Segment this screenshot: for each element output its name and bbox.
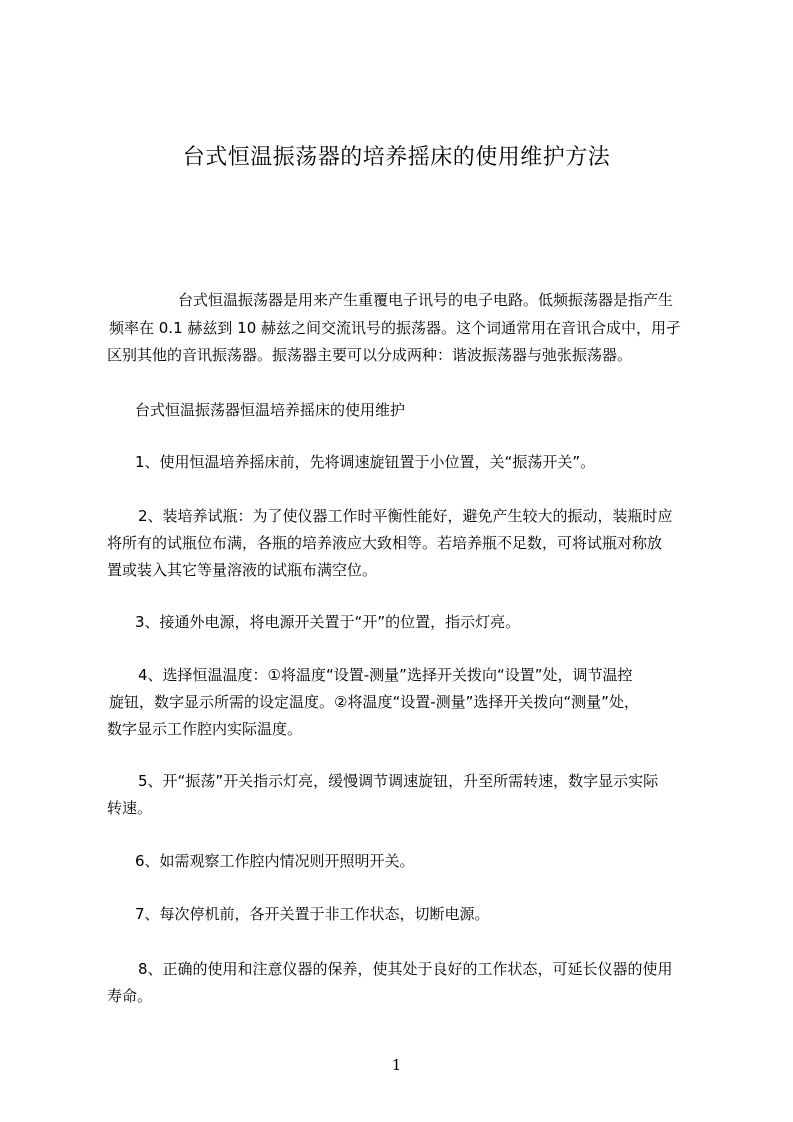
- step-8-line-2: 寿命。: [107, 987, 153, 1005]
- section-heading: 台式恒温振荡器恒温培养摇床的使用维护: [135, 401, 406, 419]
- step-5-line-2: 转速。: [107, 799, 153, 817]
- step-4-line-1: 4、选择恒温温度：①将温度“设置-测量”选择开关拨向“设置”处，调节温控: [138, 666, 633, 684]
- step-2-line-2: 将所有的试瓶位布满，各瓶的培养液应大致相等。若培养瓶不足数，可将试瓶对称放: [107, 534, 663, 552]
- step-4-line-3: 数字显示工作腔内实际温度。: [107, 720, 303, 738]
- step-2-line-3: 置或装入其它等量溶液的试瓶布满空位。: [107, 561, 378, 579]
- step-4-line-2: 旋钮，数字显示所需的设定温度。②将温度“设置-测量”选择开关拨向“测量”处，: [109, 693, 639, 711]
- step-3-line-1: 3、接通外电源，将电源开关置于“开”的位置，指示灯亮。: [135, 613, 521, 631]
- page-number: 1: [391, 1056, 402, 1074]
- step-1-line-1: 1、使用恒温培养摇床前，先将调速旋钮置于小位置，关“振荡开关”。: [135, 453, 596, 471]
- step-8-line-1: 8、正确的使用和注意仪器的保养，使其处于良好的工作状态，可延长仪器的使用: [138, 960, 673, 978]
- intro-line-2: 频率在 0.1 赫兹到 10 赫兹之间交流讯号的振荡器。这个词通常用在音讯合成中，用孑: [109, 319, 682, 337]
- step-2-line-1: 2、装培养试瓶：为了使仪器工作时平衡性能好，避免产生较大的振动，装瓶时应: [138, 507, 673, 525]
- intro-line-1: 台式恒温振荡器是用来产生重覆电子讯号的电子电路。低频振荡器是指产生: [178, 291, 674, 309]
- intro-line-3: 区别其他的音讯振荡器。振荡器主要可以分成两种：谐波振荡器与弛张振荡器。: [107, 346, 633, 364]
- step-7-line-1: 7、每次停机前，各开关置于非工作状态，切断电源。: [135, 905, 490, 923]
- step-6-line-1: 6、如需观察工作腔内情况则开照明开关。: [135, 852, 415, 870]
- step-5-line-1: 5、开“振荡”开关指示灯亮，缓慢调节调速旋钮，升至所需转速，数字显示实际: [138, 772, 659, 790]
- document-title: 台式恒温振荡器的培养摇床的使用维护方法: [182, 145, 611, 170]
